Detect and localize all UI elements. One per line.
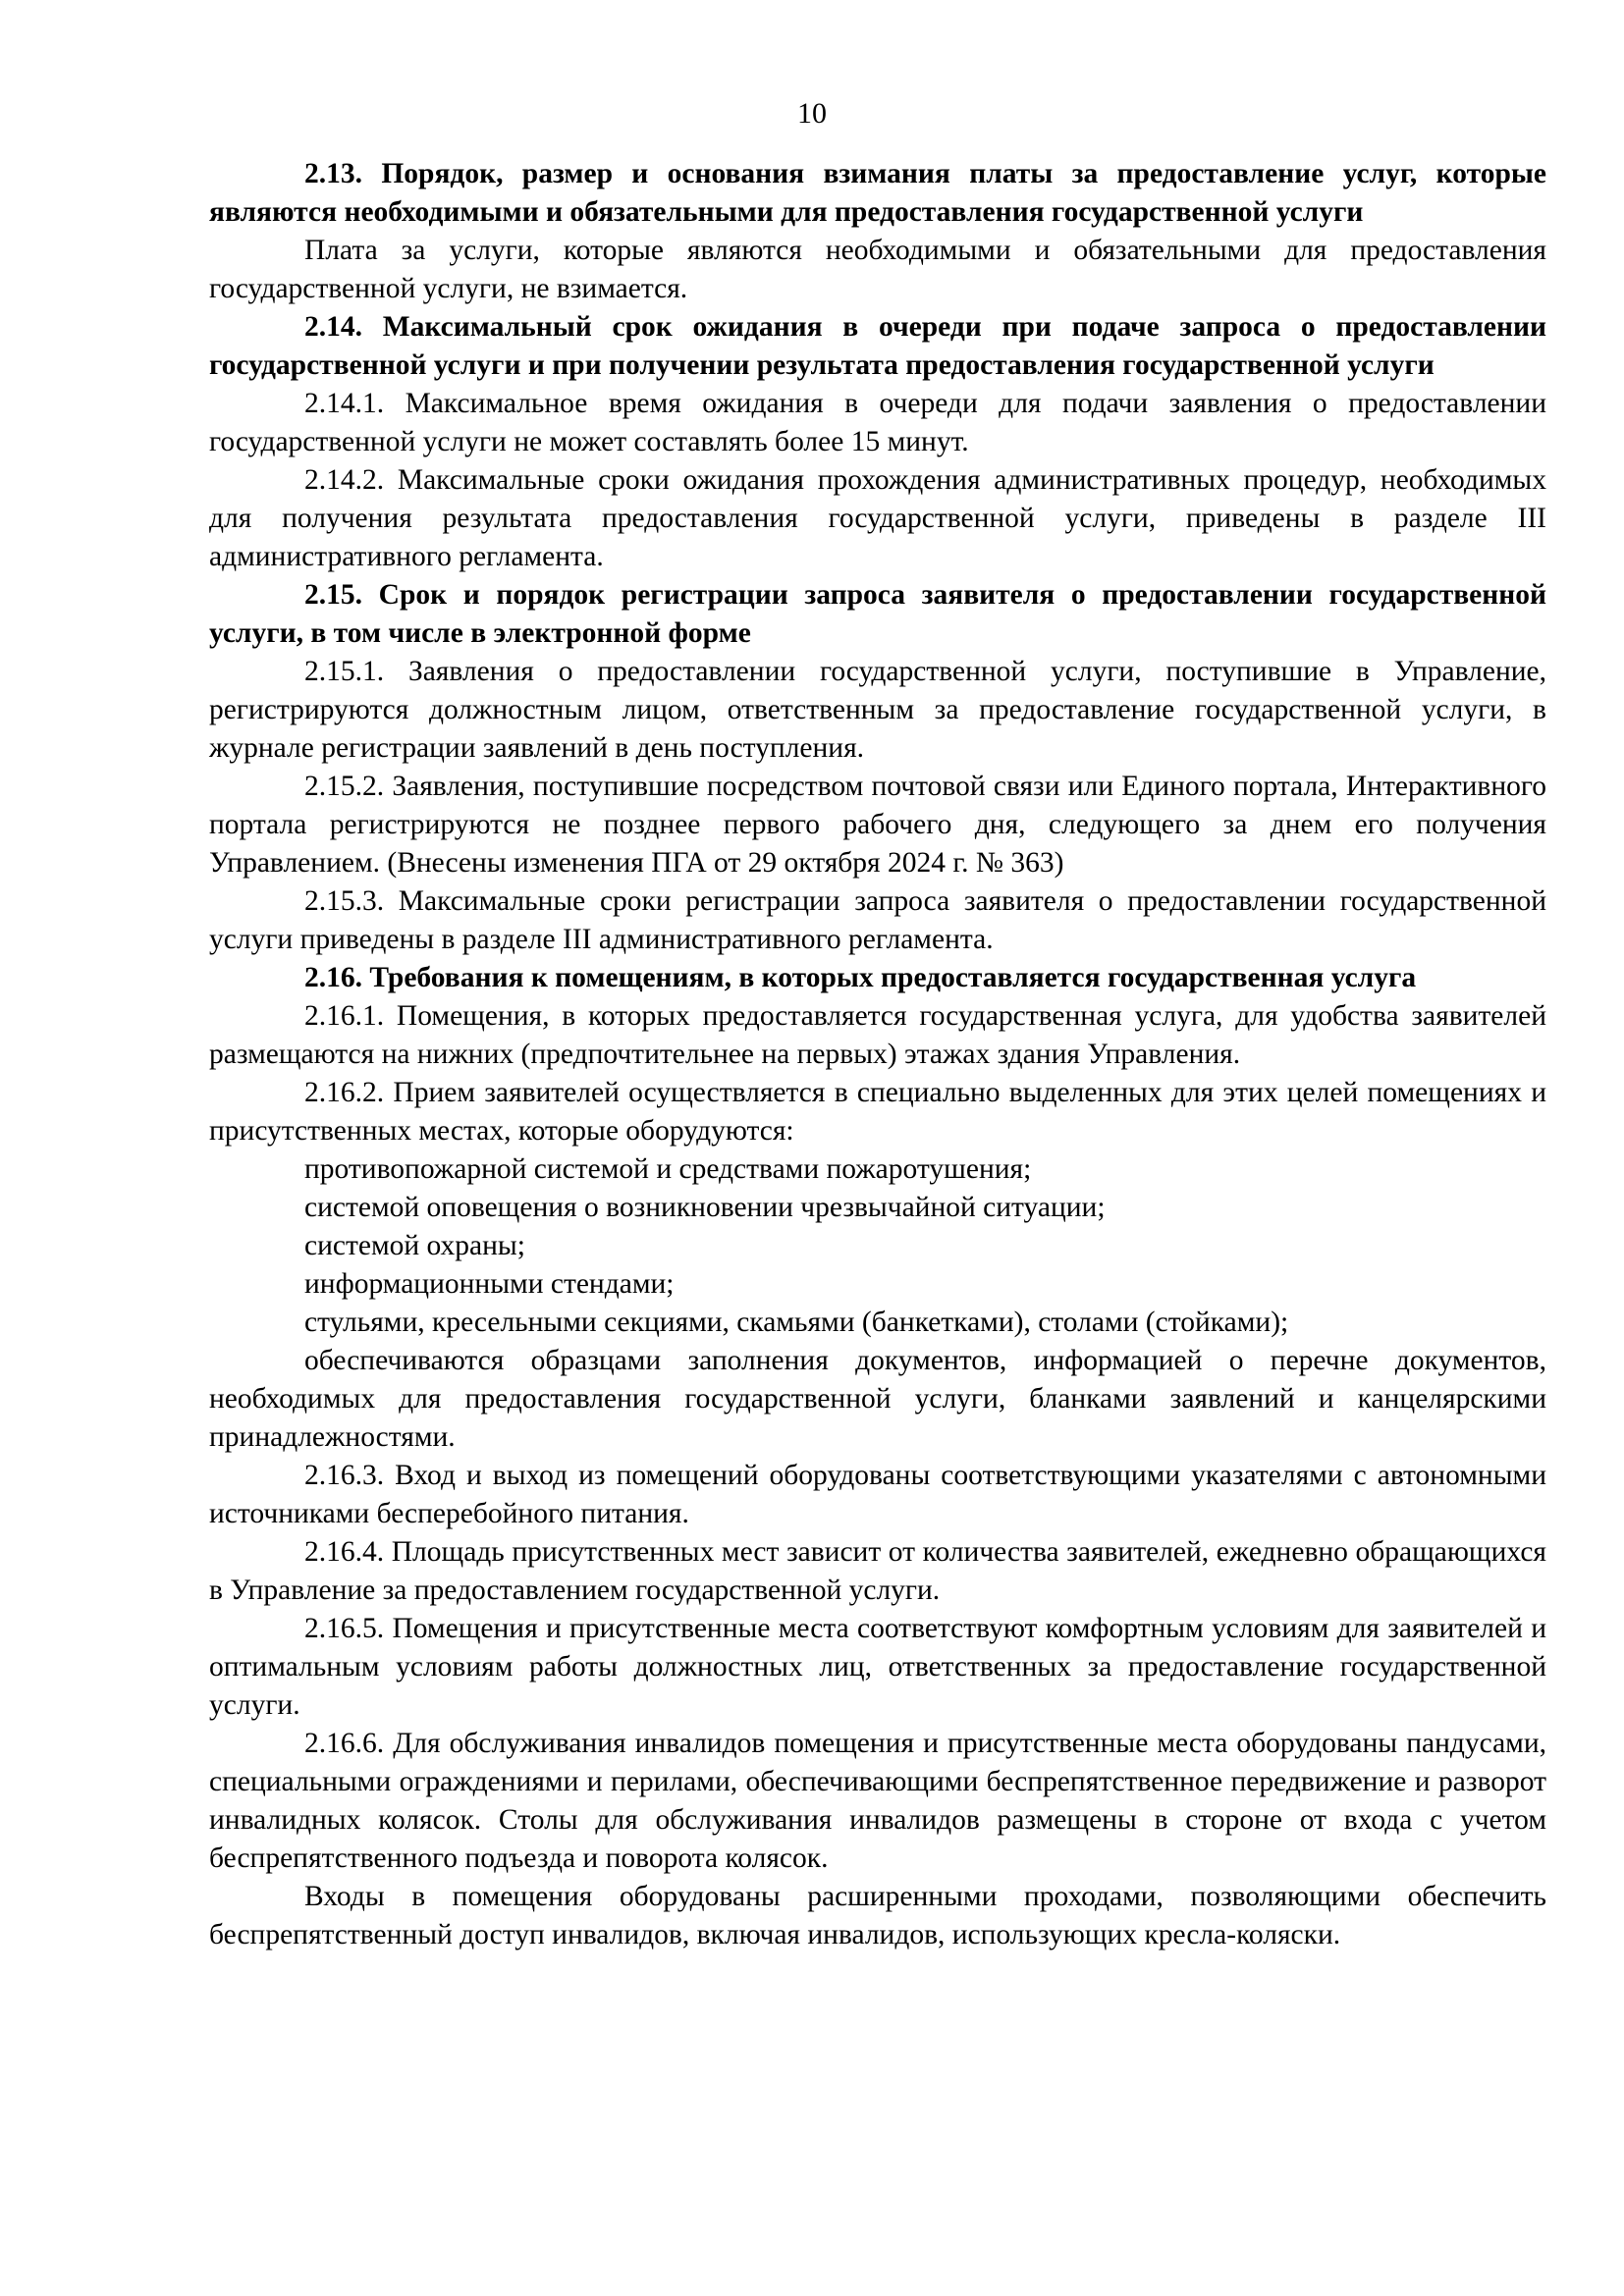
- paragraph: 2.15.2. Заявления, поступившие посредством почтовой связи или Единого портала, Интерактивного портала регистрируются не позднее первого рабочего дня, следующего за днем его получения Управлением. (Внесены изменения ПГА от 29 октября 2024 г. № 363): [209, 771, 1546, 879]
- list-item: системой охраны;: [304, 1230, 525, 1261]
- paragraph: 2.16.2. Прием заявителей осуществляется в специально выделенных для этих целей помещениях и присутственных местах, которые оборудуются:: [209, 1077, 1546, 1147]
- paragraph: 2.16.3. Вход и выход из помещений оборудованы соответствующими указателями с автономными источниками бесперебойного питания.: [209, 1460, 1546, 1529]
- list-item: информационными стендами;: [304, 1268, 675, 1300]
- section-heading-2-14: 2.14. Максимальный срок ожидания в очереди при подаче запроса о предоставлении государственной услуги и при получении результата предоставления государственной услуги: [209, 311, 1546, 381]
- paragraph: 2.15.3. Максимальные сроки регистрации запроса заявителя о предоставлении государственной услуги приведены в разделе III административного регламента.: [209, 885, 1546, 955]
- paragraph: 2.16.1. Помещения, в которых предоставляется государственная услуга, для удобства заявителей размещаются на нижних (предпочтительнее на первых) этажах здания Управления.: [209, 1000, 1546, 1070]
- paragraph: 2.14.1. Максимальное время ожидания в очереди для подачи заявления о предоставлении государственной услуги не может составлять более 15 минут.: [209, 388, 1546, 457]
- list-item: системой оповещения о возникновении чрезвычайной ситуации;: [304, 1192, 1106, 1223]
- paragraph: 2.14.2. Максимальные сроки ожидания прохождения административных процедур, необходимых для получения результата предоставления государственной услуги, приведены в разделе III административного регламента.: [209, 464, 1546, 572]
- section-heading-2-13: 2.13. Порядок, размер и основания взимания платы за предоставление услуг, которые являются необходимыми и обязательными для предоставления государственной услуги: [209, 158, 1546, 228]
- document-body: [209, 155, 1546, 1954]
- paragraph: 2.15.1. Заявления о предоставлении государственной услуги, поступившие в Управление, регистрируются должностным лицом, ответственным за предоставление государственной услуги, в журнале регистрации заявлений в день поступления.: [209, 656, 1546, 764]
- paragraph: 2.16.6. Для обслуживания инвалидов помещения и присутственные места оборудованы пандусами, специальными ограждениями и перилами, обеспечивающими беспрепятственное передвижение и разворот инвалидных колясок. Столы для обслуживания инвалидов размещены в стороне от входа с учетом беспрепятственного подъезда и поворота колясок.: [209, 1728, 1546, 1874]
- paragraph: Плата за услуги, которые являются необходимыми и обязательными для предоставления государственной услуги, не взимается.: [209, 235, 1546, 304]
- page-number: 10: [797, 97, 827, 130]
- paragraph: 2.16.4. Площадь присутственных мест зависит от количества заявителей, ежедневно обращающихся в Управление за предоставлением государственной услуги.: [209, 1536, 1546, 1606]
- list-item: стульями, кресельными секциями, скамьями (банкетками), столами (стойками);: [304, 1307, 1289, 1338]
- paragraph: обеспечиваются образцами заполнения документов, информацией о перечне документов, необходимых для предоставления государственной услуги, бланками заявлений и канцелярскими принадлежностями.: [209, 1345, 1546, 1453]
- section-heading-2-16: 2.16. Требования к помещениям, в которых предоставляется государственная услуга: [304, 962, 1417, 993]
- paragraph: 2.16.5. Помещения и присутственные места соответствуют комфортным условиям для заявителей и оптимальным условиям работы должностных лиц, ответственных за предоставление государственной услуги.: [209, 1613, 1546, 1721]
- paragraph: Входы в помещения оборудованы расширенными проходами, позволяющими обеспечить беспрепятственный доступ инвалидов, включая инвалидов, использующих кресла-коляски.: [209, 1881, 1546, 1950]
- section-heading-2-15: 2.15. Срок и порядок регистрации запроса заявителя о предоставлении государственной услуги, в том числе в электронной форме: [209, 579, 1546, 649]
- list-item: противопожарной системой и средствами пожаротушения;: [304, 1153, 1032, 1185]
